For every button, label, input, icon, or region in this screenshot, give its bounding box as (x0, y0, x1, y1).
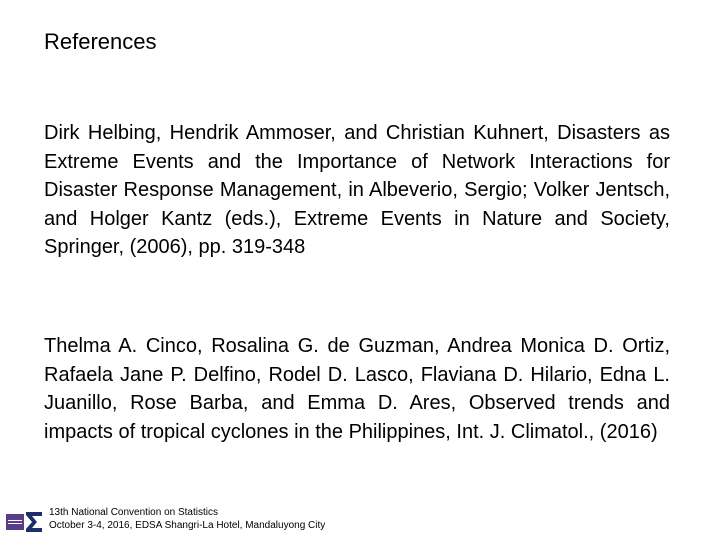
reference-entry-1: Dirk Helbing, Hendrik Ammoser, and Christian Kuhnert, Disasters as Extreme Events and the Importance of Network Interactions for Disaster Response Management, in Albeverio, Sergio; Volker Jentsch, and Holger Kantz (eds.), Extreme Events in Nature and Society, Springer, (2006), pp. 319-348 (44, 122, 670, 258)
footer (0, 504, 720, 538)
footer-event-details: October 3-4, 2016, EDSA Shangri-La Hotel, Mandaluyong City (49, 520, 326, 531)
ncs-sigma-logo-icon (6, 510, 46, 534)
page-title: References (44, 29, 157, 54)
reference-entry-2: Thelma A. Cinco, Rosalina G. de Guzman, Andrea Monica D. Ortiz, Rafaela Jane P. Delfino, Rodel D. Lasco, Flaviana D. Hilario, Edna L. Juanillo, Rose Barba, and Emma D. Ares, Observed trends and impacts of tropical cyclones in the Philippines, Int. J. Climatol., (2016) (44, 335, 670, 443)
footer-event-name: 13th National Convention on Statistics (49, 507, 218, 518)
footer-text (49, 506, 325, 532)
